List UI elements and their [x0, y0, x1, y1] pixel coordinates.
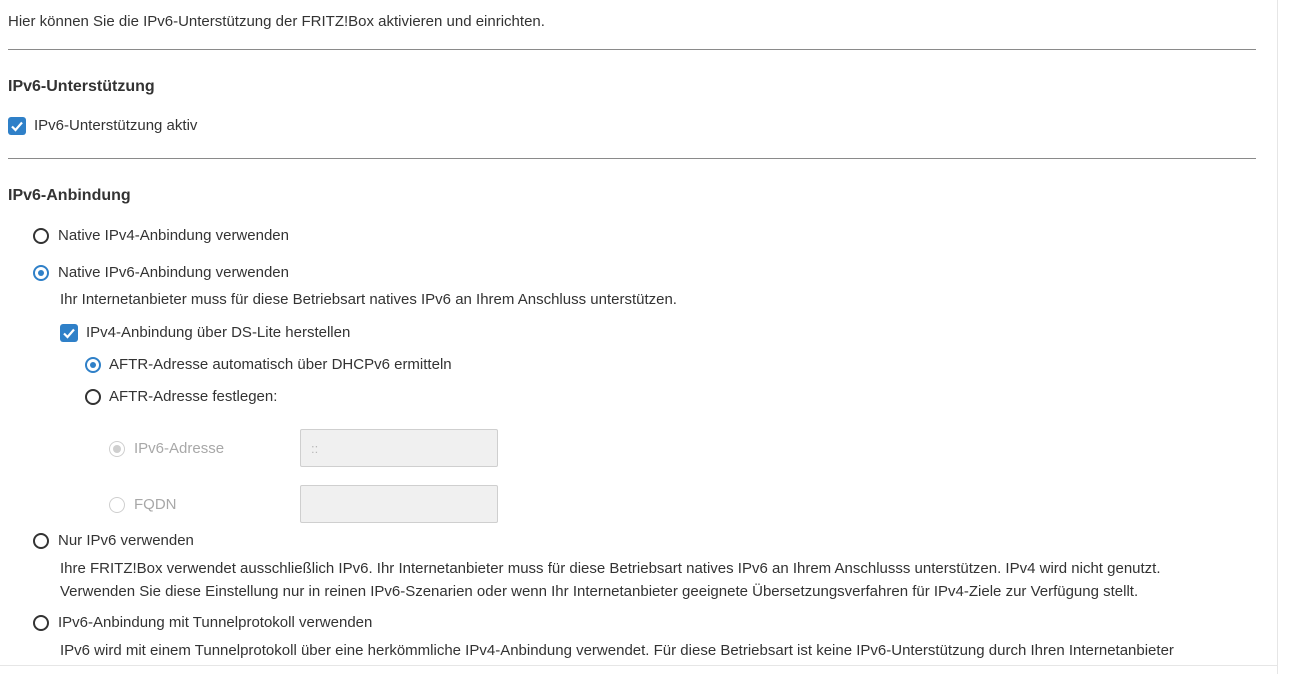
native-ipv6-description: Ihr Internetanbieter muss für diese Betriebsart natives IPv6 an Ihrem Anschluss unterstützen. — [60, 291, 677, 308]
aftr-manual-radio[interactable] — [85, 389, 101, 405]
checkmark-icon — [62, 326, 76, 340]
native-ipv6-radio[interactable] — [33, 265, 49, 281]
checkmark-icon — [10, 119, 24, 133]
section-heading-ipv6-support: IPv6-Unterstützung — [8, 78, 155, 95]
ipv6-only-description: Ihre FRITZ!Box verwendet ausschließlich IPv6. Ihr Internetanbieter muss für diese Betriebsart natives IPv6 an Ihrem Anschlusss unterstützen. IPv4 wird nicht genutzt. Verwenden Sie diese Einstellung nur in reinen IPv6-Szenarien oder wenn Ihr Internetanbieter geeignete Übersetzungsverfahren für IPv4-Ziele zur Verfügung stellt. — [60, 560, 1161, 600]
intro-text: Hier können Sie die IPv6-Unterstützung der FRITZ!Box aktivieren und einrichten. — [8, 13, 545, 30]
section-heading-ipv6-connection: IPv6-Anbindung — [8, 187, 131, 204]
horizontal-scrollbar[interactable] — [0, 665, 1278, 674]
dslite-checkbox[interactable] — [60, 324, 78, 342]
native-ipv6-label[interactable]: Native IPv6-Anbindung verwenden — [58, 264, 289, 281]
ipv6-only-label[interactable]: Nur IPv6 verwenden — [58, 532, 194, 549]
aftr-ipv6-address-radio[interactable] — [109, 441, 125, 457]
native-ipv4-label[interactable]: Native IPv4-Anbindung verwenden — [58, 227, 289, 244]
vertical-scrollbar[interactable] — [1277, 0, 1292, 674]
dslite-label[interactable]: IPv4-Anbindung über DS-Lite herstellen — [86, 324, 351, 341]
aftr-fqdn-input[interactable] — [300, 485, 498, 523]
tunnel-label[interactable]: IPv6-Anbindung mit Tunnelprotokoll verwenden — [58, 614, 373, 631]
ipv6-only-radio[interactable] — [33, 533, 49, 549]
aftr-ipv6-address-input[interactable] — [300, 429, 498, 467]
ipv6-support-checkbox[interactable] — [8, 117, 26, 135]
aftr-ipv6-address-label: IPv6-Adresse — [134, 440, 225, 457]
aftr-auto-label[interactable]: AFTR-Adresse automatisch über DHCPv6 ermitteln — [109, 356, 452, 373]
aftr-manual-label[interactable]: AFTR-Adresse festlegen: — [109, 388, 278, 405]
ipv6-support-label[interactable]: IPv6-Unterstützung aktiv — [34, 117, 198, 134]
tunnel-description: IPv6 wird mit einem Tunnelprotokoll über eine herkömmliche IPv4-Anbindung verwendet. Für diese Betriebsart ist keine IPv6-Unterstützung durch Ihren Internetanbieter — [60, 642, 1174, 659]
aftr-fqdn-radio[interactable] — [109, 497, 125, 513]
native-ipv4-radio[interactable] — [33, 228, 49, 244]
aftr-auto-radio[interactable] — [85, 357, 101, 373]
aftr-fqdn-label: FQDN — [134, 496, 177, 513]
divider — [8, 158, 1256, 159]
divider — [8, 49, 1256, 50]
tunnel-radio[interactable] — [33, 615, 49, 631]
